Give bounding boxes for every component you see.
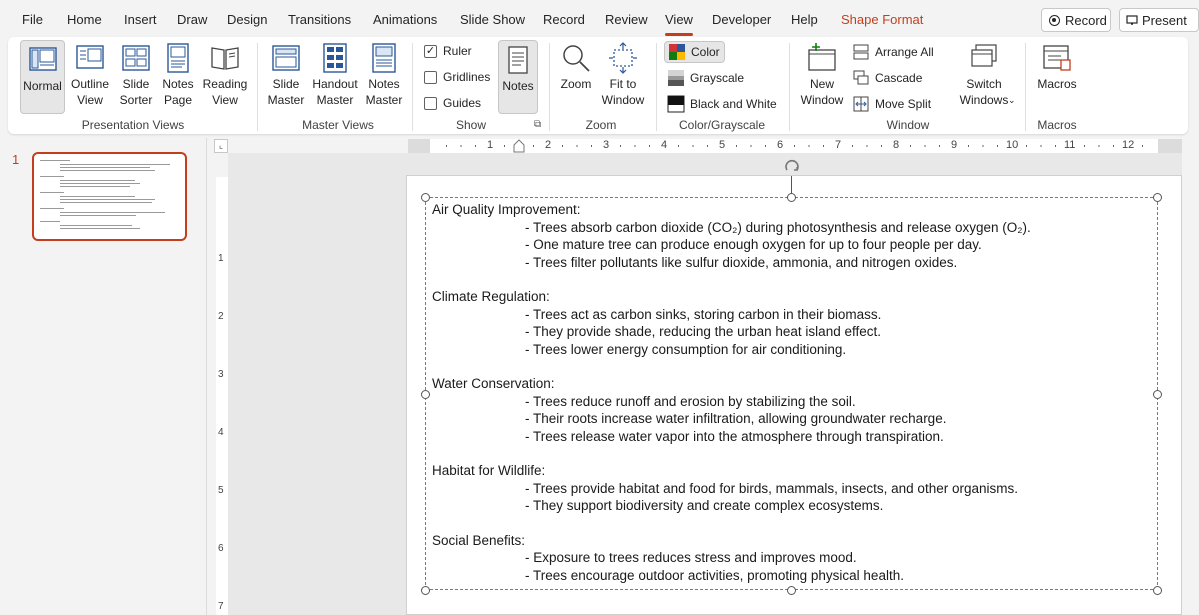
move-split-icon: [853, 96, 869, 112]
resize-handle-left[interactable]: [421, 390, 430, 399]
horizontal-ruler[interactable]: [408, 139, 1182, 153]
ruler-number: 10: [1006, 139, 1019, 151]
tab-help[interactable]: Help: [791, 12, 818, 27]
ruler-number: 6: [218, 543, 224, 554]
ribbon-separator: [789, 43, 790, 131]
slide-sorter-label-2: Sorter: [119, 93, 153, 107]
normal-view-label: Normal: [23, 79, 62, 93]
tab-home[interactable]: Home: [67, 12, 102, 27]
resize-handle-right[interactable]: [1153, 390, 1162, 399]
notes-toggle-button[interactable]: [498, 40, 538, 114]
tab-developer[interactable]: Developer: [712, 12, 772, 27]
slide-sorter-icon: [120, 42, 152, 74]
active-tab-indicator: [665, 33, 693, 36]
outline-view-icon: [74, 42, 106, 74]
bullet-item: - Trees release water vapor into the atmosphere through transpiration.: [525, 428, 944, 444]
tab-record[interactable]: Record: [543, 12, 585, 27]
bullet-item: - Exposure to trees reduces stress and improves mood.: [525, 550, 857, 565]
ribbon-separator: [656, 43, 657, 131]
ribbon-separator: [1025, 43, 1026, 131]
zoom-button[interactable]: [556, 42, 596, 92]
resize-handle-bottom-left[interactable]: [421, 586, 430, 595]
present-icon: [1126, 14, 1138, 26]
new-window-label-2: Window: [800, 93, 844, 107]
tab-shape-format[interactable]: Shape Format: [841, 12, 924, 27]
gridlines-box-icon: [424, 71, 437, 84]
ruler-number: 3: [218, 369, 224, 380]
ruler-number: 2: [218, 311, 224, 322]
macros-label: Macros: [1037, 77, 1077, 91]
handout-master-label-1: Handout: [312, 77, 358, 91]
slide-master-button[interactable]: [264, 42, 308, 108]
outline-view-label-2: View: [77, 93, 103, 107]
slide-master-label-2: Master: [267, 93, 305, 107]
macros-group-label: Macros: [1037, 118, 1077, 132]
ruler-number: 9: [951, 139, 958, 151]
section-heading: Air Quality Improvement:: [432, 202, 581, 217]
gridlines-label: Gridlines: [443, 70, 491, 84]
notes-master-label-2: Master: [365, 93, 403, 107]
cascade-button[interactable]: [849, 67, 926, 89]
ribbon: [8, 37, 1188, 134]
notes-page-button[interactable]: [156, 42, 200, 108]
fit-to-window-label-2: Window: [601, 93, 645, 107]
notes-master-icon: [368, 42, 400, 74]
cascade-label: Cascade: [875, 71, 923, 85]
tab-file[interactable]: File: [22, 12, 43, 27]
grayscale-swatch-icon: [668, 70, 684, 86]
switch-windows-button[interactable]: [954, 42, 1014, 108]
bullet-item: - They provide shade, reducing the urban heat island effect.: [525, 324, 881, 339]
section-heading: Social Benefits:: [432, 532, 526, 548]
rotate-handle-icon[interactable]: [783, 158, 801, 176]
presentation-views-group-label: Presentation Views: [81, 118, 185, 132]
ruler-tab-selector[interactable]: ⌞: [214, 139, 228, 153]
tab-animations[interactable]: Animations: [373, 12, 438, 27]
color-grayscale-group-label: Color/Grayscale: [678, 118, 766, 132]
record-label: Record: [1065, 12, 1107, 28]
bullet-item: - Their roots increase water infiltration, allowing groundwater recharge.: [525, 411, 947, 426]
section-heading: Habitat for Wildlife:: [432, 463, 546, 478]
normal-view-icon: [27, 44, 59, 76]
bullet-item: - Trees lower energy consumption for air conditioning.: [525, 341, 847, 357]
ruler-number: 6: [777, 139, 784, 151]
chevron-down-icon: ⌄: [1008, 95, 1016, 105]
section-heading: Climate Regulation:: [432, 289, 550, 304]
arrange-all-button[interactable]: [849, 41, 938, 63]
ruler-number: 12: [1122, 139, 1135, 151]
ruler-number: 4: [661, 139, 668, 151]
ruler-number: 7: [835, 139, 842, 151]
color-button[interactable]: [664, 41, 725, 63]
cascade-icon: [853, 70, 869, 86]
move-split-button[interactable]: [849, 93, 935, 115]
zoom-label: Zoom: [560, 77, 592, 91]
reading-view-button[interactable]: [200, 42, 250, 108]
indent-marker-icon[interactable]: [513, 139, 525, 153]
tab-view[interactable]: View: [665, 12, 693, 27]
menu-bar: [0, 0, 1187, 38]
window-group-label: Window: [886, 118, 930, 132]
ruler-label: Ruler: [443, 44, 472, 58]
notes-master-button[interactable]: [362, 42, 406, 108]
master-views-group-label: Master Views: [302, 118, 374, 132]
guides-label: Guides: [443, 96, 482, 110]
ruler-check-icon: ✓: [425, 44, 436, 57]
tab-design[interactable]: Design: [227, 12, 268, 27]
slide-thumbnail-panel: [0, 138, 207, 615]
record-icon: [1049, 15, 1060, 26]
notes-icon: [502, 44, 534, 76]
magnifier-icon: [560, 42, 592, 74]
normal-view-button[interactable]: [20, 40, 65, 114]
color-swatch-icon: [669, 44, 685, 60]
slide-thumbnail[interactable]: [32, 152, 187, 241]
bullet-item: - Trees absorb carbon dioxide (CO₂) during photosynthesis and release oxygen (O₂).: [525, 219, 1031, 235]
slide-number: 1: [12, 152, 20, 167]
ruler-number: 1: [487, 139, 494, 151]
grayscale-label: Grayscale: [690, 71, 745, 85]
ruler-number: 3: [603, 139, 610, 151]
resize-handle-top-right[interactable]: [1153, 193, 1162, 202]
macros-button[interactable]: [1034, 42, 1080, 92]
bullet-item: - Trees filter pollutants like sulfur dioxide, ammonia, and nitrogen oxides.: [525, 254, 958, 270]
ribbon-separator: [549, 43, 550, 131]
handout-master-label-2: Master: [316, 93, 354, 107]
switch-windows-label-2: Windows: [959, 93, 1009, 107]
slide-sorter-label-1: Slide: [122, 77, 150, 91]
ruler-number: 1: [218, 253, 224, 264]
slide-master-icon: [270, 42, 302, 74]
bullet-item: - One mature tree can produce enough oxygen for up to four people per day.: [525, 237, 982, 252]
fit-to-window-button[interactable]: [598, 42, 648, 108]
notes-page-label-1: Notes: [162, 77, 194, 91]
resize-handle-bottom[interactable]: [787, 586, 796, 595]
outline-view-label-1: Outline: [70, 77, 110, 91]
ruler-number: 5: [719, 139, 726, 151]
guides-box-icon: [424, 97, 437, 110]
fit-to-window-icon: [607, 42, 639, 74]
ruler-number: 7: [218, 601, 224, 612]
slide-master-label-1: Slide: [272, 77, 300, 91]
ribbon-separator: [412, 43, 413, 131]
new-window-button[interactable]: [799, 42, 845, 108]
notes-page-label-2: Page: [163, 93, 193, 107]
tab-transitions[interactable]: Transitions: [288, 12, 352, 27]
move-split-label: Move Split: [875, 97, 932, 111]
reading-view-label-2: View: [212, 93, 238, 107]
arrange-all-icon: [853, 44, 869, 60]
ribbon-separator: [257, 43, 258, 131]
ruler-number: 5: [218, 485, 224, 496]
black-and-white-swatch-icon: [668, 96, 684, 112]
present-button[interactable]: [1119, 8, 1199, 32]
ruler-checkbox[interactable]: [424, 44, 472, 58]
text-box-content[interactable]: [432, 201, 1031, 584]
notes-page-icon: [162, 42, 194, 74]
ruler-number: 4: [218, 427, 224, 438]
bullet-item: - They support biodiversity and create complex ecosystems.: [525, 498, 884, 513]
record-button[interactable]: [1041, 8, 1111, 32]
outline-view-button[interactable]: [67, 42, 113, 108]
bullet-item: - Trees encourage outdoor activities, promoting physical health.: [525, 567, 904, 583]
ruler-number: 8: [893, 139, 900, 151]
tab-review[interactable]: Review: [605, 12, 648, 27]
tab-slide-show[interactable]: Slide Show: [460, 12, 526, 27]
section-heading: Water Conservation:: [432, 376, 555, 391]
grayscale-button[interactable]: [664, 67, 748, 89]
handout-master-icon: [319, 42, 351, 74]
handout-master-button[interactable]: [310, 42, 360, 108]
slide-sorter-button[interactable]: [113, 42, 159, 108]
reading-view-icon: [209, 42, 241, 74]
present-label: Present: [1142, 12, 1187, 28]
bullet-item: - Trees act as carbon sinks, storing carbon in their biomass.: [525, 306, 882, 322]
switch-windows-icon: [968, 42, 1000, 74]
resize-handle-bottom-right[interactable]: [1153, 586, 1162, 595]
vertical-ruler[interactable]: [216, 177, 228, 615]
bullet-item: - Trees reduce runoff and erosion by stabilizing the soil.: [525, 393, 856, 409]
notes-toggle-label: Notes: [502, 79, 534, 93]
color-label: Color: [691, 45, 720, 59]
arrange-all-label: Arrange All: [875, 45, 934, 59]
new-window-label-1: New: [809, 77, 834, 91]
macros-icon: [1041, 42, 1073, 74]
fit-to-window-label-1: Fit to: [609, 77, 637, 91]
zoom-group-label: Zoom: [585, 118, 617, 132]
switch-windows-label-1: Switch: [966, 77, 1002, 91]
ruler-number: 2: [545, 139, 552, 151]
guides-checkbox[interactable]: [424, 96, 481, 110]
tab-draw[interactable]: Draw: [177, 12, 208, 27]
tab-insert[interactable]: Insert: [124, 12, 157, 27]
black-and-white-label: Black and White: [690, 97, 777, 111]
notes-master-label-1: Notes: [368, 77, 400, 91]
show-group-label: Show: [455, 118, 487, 132]
reading-view-label-1: Reading: [202, 77, 248, 91]
new-window-icon: [806, 42, 838, 74]
ruler-number: 11: [1064, 139, 1076, 151]
black-and-white-button[interactable]: [664, 93, 781, 115]
resize-handle-top-left[interactable]: [421, 193, 430, 202]
gridlines-checkbox[interactable]: [424, 70, 490, 84]
dialog-launcher-icon[interactable]: ⧉: [534, 119, 542, 130]
bullet-item: - Trees provide habitat and food for birds, mammals, insects, and other organisms.: [525, 480, 1018, 496]
